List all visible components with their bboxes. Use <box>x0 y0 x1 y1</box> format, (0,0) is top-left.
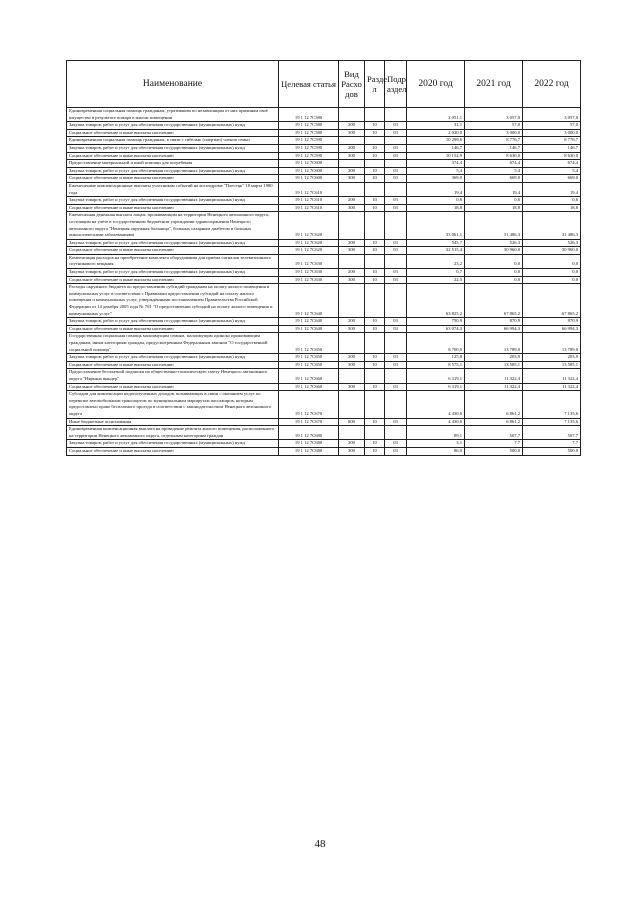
row-expense-type: 200 <box>339 318 365 326</box>
budget-table <box>66 60 581 456</box>
header-section: Разде л <box>365 61 385 108</box>
row-expense-type: 300 <box>339 175 365 183</box>
row-name: Социальное обеспечение и иные выплаты населению <box>67 383 279 391</box>
row-amount-2020: 4 430,0 <box>407 391 465 418</box>
row-amount-2022: 31 486,3 <box>523 212 581 239</box>
row-target-article: 19 1 12 7С590 <box>279 137 339 145</box>
row-amount-2022: 11 322,4 <box>523 383 581 391</box>
row-target-article: 19 1 12 7С600 <box>279 175 339 183</box>
row-amount-2022: 18,8 <box>523 204 581 212</box>
row-section <box>365 212 385 239</box>
row-name: Единовременная социальная помощь гражданам, утратившим по независящим от них причинам своё имущество в результате пожара в жилом помещении <box>67 108 279 122</box>
row-subsection: 03 <box>385 318 407 326</box>
row-amount-2020: 10 152,9 <box>407 152 465 160</box>
row-subsection: 03 <box>385 361 407 369</box>
row-amount-2020: 6 319,1 <box>407 383 465 391</box>
row-amount-2022: 66 994,3 <box>523 325 581 333</box>
row-name: Социальное обеспечение и иные выплаты населению <box>67 361 279 369</box>
table-row <box>67 369 581 383</box>
row-amount-2022: 57,0 <box>523 122 581 130</box>
row-amount-2020: 4 430,0 <box>407 418 465 426</box>
row-expense-type: 200 <box>339 269 365 277</box>
table-row <box>67 383 581 391</box>
row-section: 10 <box>365 354 385 362</box>
row-section: 10 <box>365 239 385 247</box>
row-section: 10 <box>365 247 385 255</box>
row-subsection <box>385 284 407 318</box>
table-row <box>67 160 581 168</box>
row-subsection <box>385 391 407 418</box>
row-amount-2022: 674,4 <box>523 160 581 168</box>
row-section <box>365 182 385 196</box>
row-amount-2021: 526,3 <box>465 239 523 247</box>
row-amount-2021: 0,0 <box>465 269 523 277</box>
row-amount-2022: 870,9 <box>523 318 581 326</box>
table-row <box>67 284 581 318</box>
row-amount-2021: 31 486,3 <box>465 212 523 239</box>
row-name: Социальное обеспечение и иные выплаты населению <box>67 129 279 137</box>
row-amount-2021: 5,4 <box>465 167 523 175</box>
table-row <box>67 354 581 362</box>
row-amount-2022: 7 135,6 <box>523 418 581 426</box>
table-row <box>67 254 581 268</box>
row-expense-type: 300 <box>339 383 365 391</box>
row-amount-2022: 507,7 <box>523 426 581 440</box>
row-subsection <box>385 108 407 122</box>
row-name: Ежемесячные компенсационные выплаты участникам событий на космодроме "Плесецк" 18 марта 1980 года <box>67 182 279 196</box>
row-amount-2021: 3 000,0 <box>465 129 523 137</box>
row-target-article: 19 1 12 7С580 <box>279 129 339 137</box>
row-target-article: 19 1 12 7С640 <box>279 325 339 333</box>
row-target-article: 19 1 12 7С680 <box>279 447 339 455</box>
row-expense-type <box>339 160 365 168</box>
row-target-article: 19 1 12 7С640 <box>279 318 339 326</box>
row-section: 10 <box>365 383 385 391</box>
row-target-article: 19 1 12 7С660 <box>279 369 339 383</box>
row-amount-2021: 669,0 <box>465 175 523 183</box>
row-amount-2022: 500,0 <box>523 447 581 455</box>
row-amount-2022: 669,0 <box>523 175 581 183</box>
header-name: Наименование <box>67 61 279 108</box>
row-expense-type: 200 <box>339 122 365 130</box>
row-amount-2021: 0,0 <box>465 254 523 268</box>
row-amount-2021: 0,6 <box>465 197 523 205</box>
row-target-article: 19 1 12 7С610 <box>279 182 339 196</box>
row-name: Компенсация расходов на приобретение комплекта оборудования для приёма сигналов телевизионного спутникового вещания <box>67 254 279 268</box>
row-expense-type: 300 <box>339 447 365 455</box>
header-year-2021: 2021 год <box>465 61 523 108</box>
row-target-article: 19 1 12 7С580 <box>279 122 339 130</box>
row-name: Закупка товаров, работ и услуг для обеспечения государственных (муниципальных) нужд <box>67 239 279 247</box>
row-subsection: 03 <box>385 325 407 333</box>
row-amount-2022: 13 789,0 <box>523 333 581 354</box>
row-target-article: 19 1 12 7С590 <box>279 144 339 152</box>
row-amount-2022: 7 135,6 <box>523 391 581 418</box>
row-section: 10 <box>365 175 385 183</box>
row-expense-type <box>339 108 365 122</box>
row-amount-2021: 203,9 <box>465 354 523 362</box>
row-name: Социальное обеспечение и иные выплаты населению <box>67 247 279 255</box>
table-row <box>67 391 581 418</box>
row-amount-2020: 8 575,1 <box>407 361 465 369</box>
row-amount-2021: 18,8 <box>465 204 523 212</box>
row-amount-2021: 6 861,2 <box>465 391 523 418</box>
row-section <box>365 369 385 383</box>
table-row <box>67 325 581 333</box>
table-row <box>67 333 581 354</box>
row-amount-2022: 203,9 <box>523 354 581 362</box>
row-amount-2021: 67 865,2 <box>465 284 523 318</box>
row-target-article: 19 1 12 7С660 <box>279 383 339 391</box>
row-expense-type: 200 <box>339 239 365 247</box>
row-section: 10 <box>365 129 385 137</box>
row-name: Социальное обеспечение и иные выплаты населению <box>67 276 279 284</box>
row-subsection: 03 <box>385 354 407 362</box>
table-row <box>67 418 581 426</box>
row-expense-type: 200 <box>339 144 365 152</box>
row-name: Социальное обеспечение и иные выплаты населению <box>67 175 279 183</box>
row-amount-2021: 674,4 <box>465 160 523 168</box>
row-amount-2020: 33 061,1 <box>407 212 465 239</box>
row-subsection <box>385 426 407 440</box>
row-expense-type: 300 <box>339 152 365 160</box>
row-name: Субсидии для компенсации недополученных доходов, возникающих в связи с оказанием услуг по перевозке автомобильным транспортом по муниципальным маршрутам пассажиров, которым предоставлено право бесплатного проезда в соответствии с законодательством Ненецкого автономного округа <box>67 391 279 418</box>
row-section <box>365 426 385 440</box>
row-section: 10 <box>365 276 385 284</box>
row-expense-type <box>339 426 365 440</box>
row-amount-2020: 89,1 <box>407 426 465 440</box>
row-amount-2021: 6 861,2 <box>465 418 523 426</box>
row-target-article: 19 1 12 7С650 <box>279 333 339 354</box>
row-section: 10 <box>365 152 385 160</box>
table-row <box>67 276 581 284</box>
row-amount-2020: 3,1 <box>407 440 465 448</box>
row-amount-2021: 13 789,0 <box>465 333 523 354</box>
row-amount-2020: 23,2 <box>407 254 465 268</box>
row-name: Государственная социальная помощь малоимущим семьям, малоимущим одиноко проживающим гражданам, иным категориям граждан, предусмотренным Федеральным законом "О государственной социальной помощи" <box>67 333 279 354</box>
table-header-row <box>67 61 581 108</box>
row-section: 10 <box>365 204 385 212</box>
row-amount-2022: 0,0 <box>523 269 581 277</box>
row-section: 10 <box>365 144 385 152</box>
row-target-article: 19 1 12 7С610 <box>279 197 339 205</box>
row-subsection: 03 <box>385 239 407 247</box>
row-expense-type: 200 <box>339 440 365 448</box>
row-target-article: 19 1 12 7С620 <box>279 247 339 255</box>
row-name: Закупка товаров, работ и услуг для обеспечения государственных (муниципальных) нужд <box>67 167 279 175</box>
row-amount-2022: 3 000,0 <box>523 129 581 137</box>
row-name: Расходы окружного бюджета по предоставлению субсидий гражданам на оплату жилого помещения и коммунальных услуг в соответствии с Правилами предоставления субсидий на оплату жилого помещения и коммунальных услуг, утверждёнными постановлением Правительства Российской Федерации от 14 декабря 2005 года № 761 "О предоставлении субсидий на оплату жилого помещения и коммунальных услуг" <box>67 284 279 318</box>
row-amount-2022: 30 960,0 <box>523 247 581 255</box>
row-section <box>365 160 385 168</box>
row-amount-2021: 0,0 <box>465 276 523 284</box>
table-row <box>67 426 581 440</box>
row-subsection: 03 <box>385 175 407 183</box>
row-name: Социальное обеспечение и иные выплаты населению <box>67 325 279 333</box>
row-subsection: 03 <box>385 197 407 205</box>
row-name: Социальное обеспечение и иные выплаты населению <box>67 204 279 212</box>
header-expense-type: Вид Расхо дов <box>339 61 365 108</box>
row-amount-2020: 18,8 <box>407 204 465 212</box>
row-expense-type <box>339 391 365 418</box>
row-expense-type <box>339 369 365 383</box>
row-target-article: 19 1 12 7С620 <box>279 239 339 247</box>
table-row <box>67 108 581 122</box>
row-subsection <box>385 254 407 268</box>
row-section <box>365 333 385 354</box>
row-section <box>365 391 385 418</box>
row-amount-2020: 63 825,2 <box>407 284 465 318</box>
row-expense-type: 300 <box>339 129 365 137</box>
row-expense-type: 300 <box>339 325 365 333</box>
budget-table-container <box>66 60 580 456</box>
row-name: Закупка товаров, работ и услуг для обеспечения государственных (муниципальных) нужд <box>67 197 279 205</box>
table-row <box>67 167 581 175</box>
row-amount-2020: 19,4 <box>407 182 465 196</box>
row-amount-2020: 0,7 <box>407 269 465 277</box>
row-subsection: 03 <box>385 383 407 391</box>
row-target-article: 19 1 12 7С590 <box>279 152 339 160</box>
row-expense-type <box>339 212 365 239</box>
row-section: 10 <box>365 447 385 455</box>
row-expense-type <box>339 254 365 268</box>
row-subsection: 03 <box>385 129 407 137</box>
row-amount-2021: 146,7 <box>465 144 523 152</box>
row-amount-2020: 125,8 <box>407 354 465 362</box>
row-section <box>365 137 385 145</box>
page-number: 48 <box>314 838 326 850</box>
row-subsection: 03 <box>385 269 407 277</box>
row-amount-2021: 8 776,7 <box>465 137 523 145</box>
row-amount-2022: 13 585,1 <box>523 361 581 369</box>
row-target-article: 19 1 12 7С680 <box>279 426 339 440</box>
row-name: Иные бюджетные ассигнования <box>67 418 279 426</box>
row-subsection: 03 <box>385 204 407 212</box>
table-row <box>67 212 581 239</box>
row-amount-2021: 7,7 <box>465 440 523 448</box>
row-section: 10 <box>365 122 385 130</box>
row-amount-2020: 10 299,6 <box>407 137 465 145</box>
table-row <box>67 204 581 212</box>
row-amount-2022: 7,7 <box>523 440 581 448</box>
row-subsection <box>385 160 407 168</box>
row-amount-2020: 369,0 <box>407 175 465 183</box>
row-name: Предоставление бесплатной подписки на общественно-политическую газету Ненецкого автономного округа "Няръяна вындер" <box>67 369 279 383</box>
row-target-article: 19 1 12 7С670 <box>279 418 339 426</box>
row-name: Закупка товаров, работ и услуг для обеспечения государственных (муниципальных) нужд <box>67 144 279 152</box>
table-row <box>67 318 581 326</box>
row-amount-2020: 31,1 <box>407 122 465 130</box>
row-expense-type: 300 <box>339 361 365 369</box>
row-amount-2021: 30 960,0 <box>465 247 523 255</box>
row-name: Закупка товаров, работ и услуг для обеспечения государственных (муниципальных) нужд <box>67 440 279 448</box>
row-amount-2021: 11 322,4 <box>465 383 523 391</box>
row-section: 10 <box>365 167 385 175</box>
row-amount-2020: 22,5 <box>407 276 465 284</box>
table-row <box>67 137 581 145</box>
header-target-article: Целевая статья <box>279 61 339 108</box>
table-row <box>67 144 581 152</box>
row-subsection: 03 <box>385 447 407 455</box>
row-subsection: 03 <box>385 440 407 448</box>
row-name: Закупка товаров, работ и услуг для обеспечения государственных (муниципальных) нужд <box>67 354 279 362</box>
row-target-article: 19 1 12 7С650 <box>279 354 339 362</box>
row-amount-2022: 0,0 <box>523 276 581 284</box>
row-amount-2020: 5,4 <box>407 167 465 175</box>
row-expense-type: 200 <box>339 354 365 362</box>
row-amount-2020: 374,4 <box>407 160 465 168</box>
row-subsection: 03 <box>385 167 407 175</box>
row-amount-2020: 0,6 <box>407 197 465 205</box>
row-amount-2022: 5,4 <box>523 167 581 175</box>
header-year-2022: 2022 год <box>523 61 581 108</box>
row-name: Ежемесячная денежная выплата лицам, проживающим на территории Ненецкого автономного округа, состоящим на учёте в государственном бюджетном учреждении здравоохранения Ненецкого автономного округа "Ненецкая окружная больница", больных сахарным диабетом и больных онкологическими заболеваниями <box>67 212 279 239</box>
row-amount-2020: 8 700,9 <box>407 333 465 354</box>
row-section: 10 <box>365 318 385 326</box>
row-target-article: 19 1 12 7С580 <box>279 108 339 122</box>
table-row <box>67 239 581 247</box>
row-amount-2020: 146,7 <box>407 144 465 152</box>
row-name: Закупка товаров, работ и услуг для обеспечения государственных (муниципальных) нужд <box>67 122 279 130</box>
row-target-article: 19 1 12 7С630 <box>279 269 339 277</box>
row-section <box>365 108 385 122</box>
row-amount-2021: 870,9 <box>465 318 523 326</box>
row-target-article: 19 1 12 7С670 <box>279 391 339 418</box>
row-target-article: 19 1 12 7С650 <box>279 361 339 369</box>
row-amount-2022: 11 322,4 <box>523 369 581 383</box>
row-subsection <box>385 182 407 196</box>
row-amount-2020: 6 319,1 <box>407 369 465 383</box>
row-expense-type <box>339 137 365 145</box>
row-name: Социальное обеспечение и иные выплаты населению <box>67 447 279 455</box>
row-name: Предоставление материальной и иной помощи для погребения <box>67 160 279 168</box>
row-amount-2021: 57,0 <box>465 122 523 130</box>
row-amount-2022: 146,7 <box>523 144 581 152</box>
row-name: Закупка товаров, работ и услуг для обеспечения государственных (муниципальных) нужд <box>67 269 279 277</box>
row-section: 10 <box>365 440 385 448</box>
row-amount-2021: 500,0 <box>465 447 523 455</box>
row-target-article: 19 1 12 7С610 <box>279 204 339 212</box>
row-subsection <box>385 369 407 383</box>
row-section: 10 <box>365 269 385 277</box>
row-amount-2022: 67 865,2 <box>523 284 581 318</box>
row-expense-type: 300 <box>339 204 365 212</box>
row-target-article: 19 1 12 7С630 <box>279 276 339 284</box>
row-subsection <box>385 212 407 239</box>
row-target-article: 19 1 12 7С620 <box>279 212 339 239</box>
row-expense-type: 300 <box>339 247 365 255</box>
table-row <box>67 129 581 137</box>
row-expense-type <box>339 333 365 354</box>
row-name: Закупка товаров, работ и услуг для обеспечения государственных (муниципальных) нужд <box>67 318 279 326</box>
row-section <box>365 254 385 268</box>
row-subsection <box>385 333 407 354</box>
table-row <box>67 122 581 130</box>
row-expense-type: 300 <box>339 276 365 284</box>
table-row <box>67 197 581 205</box>
row-amount-2021: 8 630,0 <box>465 152 523 160</box>
row-subsection: 03 <box>385 276 407 284</box>
table-row <box>67 269 581 277</box>
row-target-article: 19 1 12 7С600 <box>279 160 339 168</box>
row-expense-type <box>339 182 365 196</box>
header-subsection: Подр аздел <box>385 61 407 108</box>
row-subsection: 03 <box>385 418 407 426</box>
row-amount-2022: 19,4 <box>523 182 581 196</box>
table-row <box>67 440 581 448</box>
row-amount-2020: 86,0 <box>407 447 465 455</box>
row-section: 10 <box>365 418 385 426</box>
row-name: Единовременная компенсационная выплата на проведение ремонта жилого помещения, расположенного на территории Ненецкого автономного округа, отдельным категориям граждан <box>67 426 279 440</box>
row-amount-2020: 750,9 <box>407 318 465 326</box>
row-amount-2020: 63 074,3 <box>407 325 465 333</box>
row-amount-2020: 32 515,4 <box>407 247 465 255</box>
row-amount-2020: 2 020,0 <box>407 129 465 137</box>
table-row <box>67 447 581 455</box>
row-amount-2022: 0,6 <box>523 197 581 205</box>
row-amount-2022: 8 776,7 <box>523 137 581 145</box>
table-row <box>67 175 581 183</box>
row-subsection: 03 <box>385 144 407 152</box>
table-row <box>67 152 581 160</box>
row-expense-type <box>339 284 365 318</box>
row-target-article: 19 1 12 7С640 <box>279 284 339 318</box>
row-name: Социальное обеспечение и иные выплаты населению <box>67 152 279 160</box>
row-section: 10 <box>365 197 385 205</box>
row-amount-2021: 11 322,4 <box>465 369 523 383</box>
row-target-article: 19 1 12 7С680 <box>279 440 339 448</box>
row-amount-2022: 526,3 <box>523 239 581 247</box>
row-subsection: 03 <box>385 122 407 130</box>
row-section <box>365 284 385 318</box>
row-amount-2022: 0,0 <box>523 254 581 268</box>
row-amount-2021: 13 585,1 <box>465 361 523 369</box>
row-expense-type: 800 <box>339 418 365 426</box>
row-section: 10 <box>365 361 385 369</box>
table-row <box>67 182 581 196</box>
row-target-article: 19 1 12 7С600 <box>279 167 339 175</box>
row-amount-2021: 3 057,0 <box>465 108 523 122</box>
row-target-article: 19 1 12 7С630 <box>279 254 339 268</box>
row-amount-2021: 19,4 <box>465 182 523 196</box>
table-row <box>67 247 581 255</box>
row-expense-type: 200 <box>339 197 365 205</box>
row-subsection: 03 <box>385 247 407 255</box>
row-expense-type: 200 <box>339 167 365 175</box>
table-row <box>67 361 581 369</box>
row-amount-2020: 2 051,1 <box>407 108 465 122</box>
row-amount-2020: 545,7 <box>407 239 465 247</box>
header-year-2020: 2020 год <box>407 61 465 108</box>
row-subsection <box>385 137 407 145</box>
row-name: Единовременная социальная помощь гражданам, в связи с гибелью (смертью) членов семьи <box>67 137 279 145</box>
row-amount-2021: 66 994,3 <box>465 325 523 333</box>
row-amount-2022: 8 630,0 <box>523 152 581 160</box>
row-subsection: 03 <box>385 152 407 160</box>
row-amount-2022: 3 057,0 <box>523 108 581 122</box>
row-section: 10 <box>365 325 385 333</box>
row-amount-2021: 507,7 <box>465 426 523 440</box>
